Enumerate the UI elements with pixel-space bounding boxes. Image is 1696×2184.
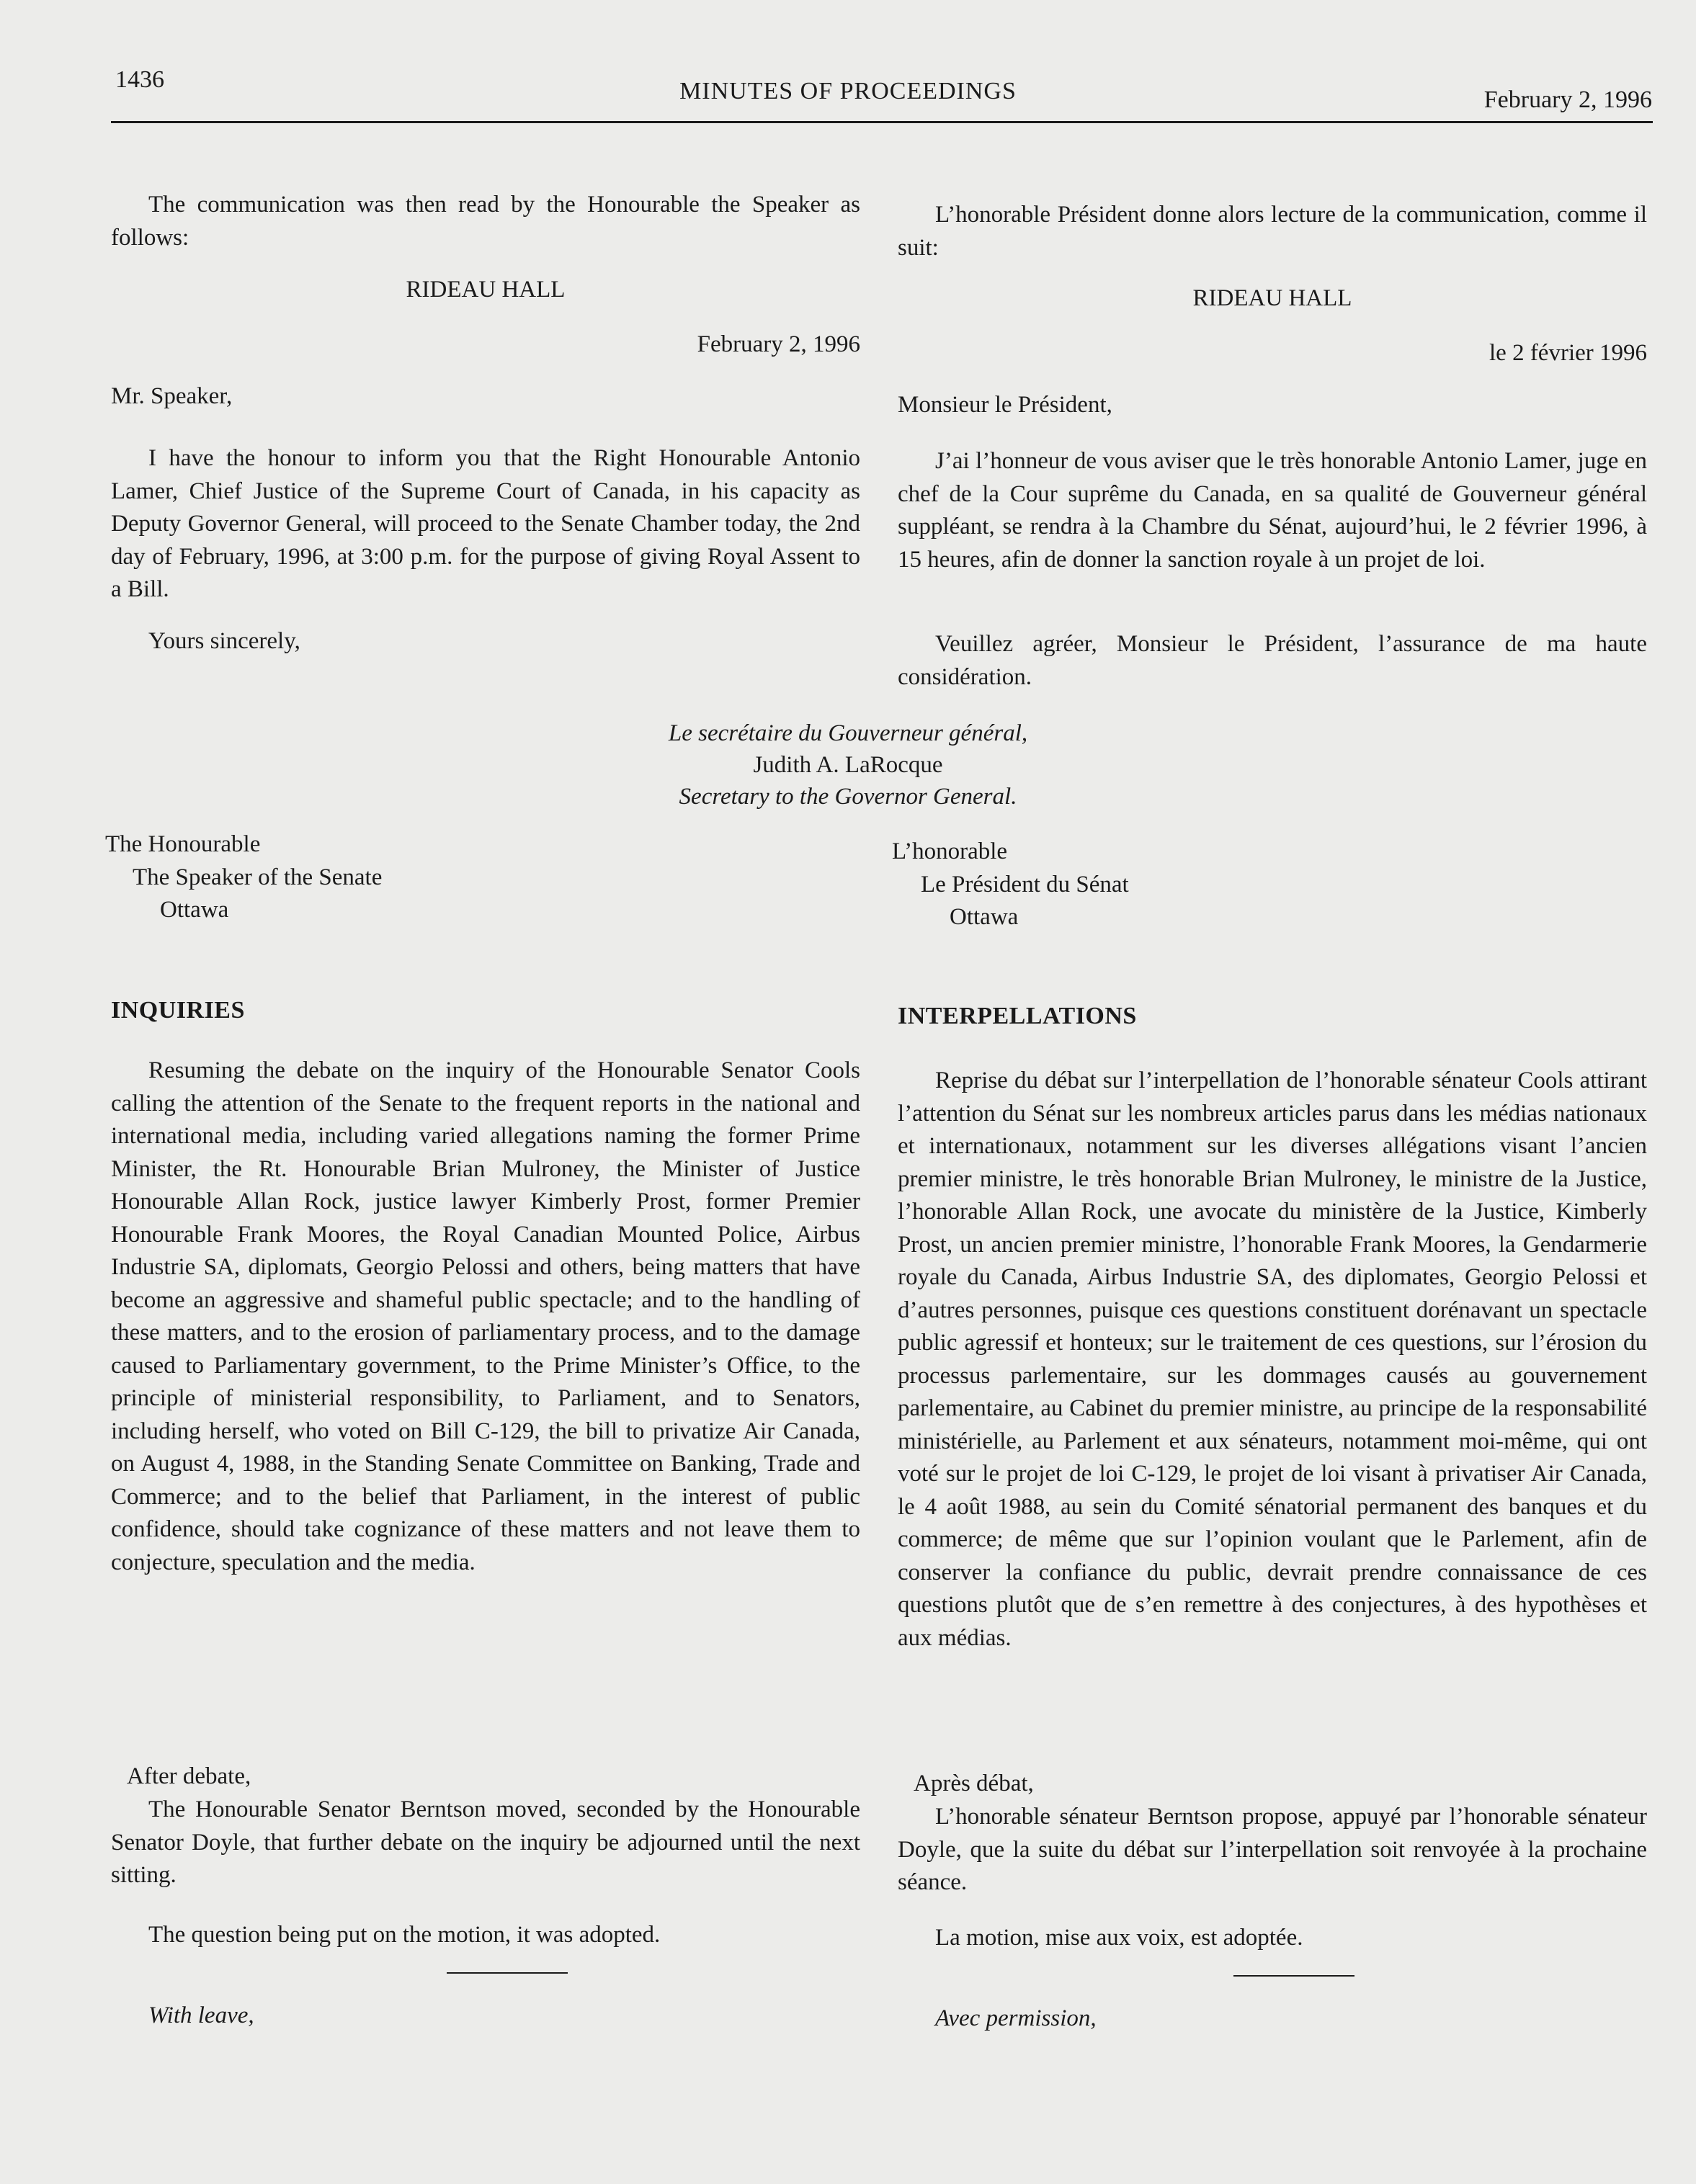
english-adopted: The question being put on the motion, it was adopted.	[148, 1922, 661, 1948]
french-inquiries-text: Reprise du débat sur l’interpellation de l’honorable sénateur Cools attirant l’attention du Sénat sur les nombreux articles parus dans les médias nationaux et internationaux, notamment sur les diverses allégations visant l’ancien premier ministre, le très honorable Brian Mulroney, le ministre de la Justice, l’honorable Allan Rock, une avocate du ministère de la Justice, Kimberly Prost, un ancien premier ministre, l’honorable Frank Moores, la Gendarmerie royale du Canada, Airbus Industrie SA, des diplomates, Georgio Pelossi et d’autres personnes, puisque ces questions constituent dorénavant un spectacle public agressif et honteux; sur le traitement de ces questions, sur l’érosion du processus parlementaire, sur les dommages causés au gouvernement parlementaire, au Cabinet du premier ministre, au principe de la responsabilité ministérielle, au Parlement et aux sénateurs, notamment moi-même, qui ont voté sur le projet de loi C-129, le projet de loi visant à privatiser Air Canada, le 4 août 1988, au sein du Comité sénatorial permanent des banques et du commerce; de même que sur l’opinion voulant que le Parlement, afin de conserver la confiance du public, devrait prendre connaissance de ces questions plutôt que de s’en remettre à des conjectures, à des hypothèses et aux médias.	[898, 1068, 1647, 1651]
signature-name: Judith A. LaRocque	[753, 752, 943, 778]
french-rideau-hall: RIDEAU HALL	[1192, 285, 1352, 311]
french-letter-date: le 2 février 1996	[1489, 340, 1647, 366]
french-with-leave: Avec permission,	[935, 2005, 1097, 2031]
english-after-debate: After debate,	[127, 1763, 251, 1789]
french-separator-rule	[1233, 1975, 1354, 1977]
english-inquiries-text: Resuming the debate on the inquiry of the Honourable Senator Cools calling the attention of the Senate to the frequent reports in the national and international media, including varied allegations naming the former Prime Minister, the Rt. Honourable Brian Mulroney, the Minister of Justice Honourable Allan Rock, justice lawyer Kimberly Prost, former Premier Honourable Frank Moores, the Royal Canadian Mounted Police, Airbus Industrie SA, diplomats, Georgio Pelossi and others, being matters that have become an aggressive and shameful public spectacle; and to the handling of these matters, and to the erosion of parliamentary process, and to the damage caused to Parliamentary government, to the Prime Minister’s Office, to the principle of ministerial responsibility, to Parliament, and to Senators, including herself, who voted on Bill C-129, the bill to privatize Air Canada, on August 4, 1988, in the Standing Senate Committee on Banking, Trade and Commerce; and to the belief that Parliament, in the interest of public confidence, should take cognizance of these matters and not leave them to conjecture, speculation and the media.	[111, 1057, 860, 1575]
english-letter-body: I have the honour to inform you that the Right Honourable Antonio Lamer, Chief Justice of the Supreme Court of Canada, in his capacity as Deputy Governor General, will proceed to the Senate Chamber today, the 2nd day of February, 1996, at 3:00 p.m. for the purpose of giving Royal Assent to a Bill.	[111, 445, 860, 602]
french-adopted: La motion, mise aux voix, est adoptée.	[935, 1925, 1303, 1951]
running-date: February 2, 1996	[1483, 86, 1652, 113]
french-letter-body: J’ai l’honneur de vous aviser que le très honorable Antonio Lamer, juge en chef de la Cour suprême du Canada, en sa qualité de Gouverneur général suppléant, se rendra à la Chambre du Sénat, aujourd’hui, le 2 février 1996, à 15 heures, afin de donner la sanction royale à un projet de loi.	[898, 448, 1647, 573]
english-rideau-hall: RIDEAU HALL	[406, 277, 566, 303]
english-with-leave: With leave,	[148, 2002, 254, 2028]
french-intro: L’honorable Président donne alors lecture de la communication, comme il suit:	[898, 202, 1647, 261]
english-motion: The Honourable Senator Berntson moved, seconded by the Honourable Senator Doyle, that further debate on the inquiry be adjourned until the next sitting.	[111, 1796, 860, 1888]
english-separator-rule	[447, 1972, 568, 1974]
english-letter-date: February 2, 1996	[697, 331, 860, 357]
french-address-line: Ottawa	[950, 904, 1019, 930]
english-intro: The communication was then read by the Honourable the Speaker as follows:	[111, 192, 860, 251]
english-closing: Yours sincerely,	[148, 628, 300, 654]
french-address	[892, 836, 1129, 934]
english-address-line: The Honourable	[105, 831, 261, 857]
english-address-line: The Speaker of the Senate	[133, 864, 383, 890]
english-salutation: Mr. Speaker,	[111, 383, 233, 409]
english-address-line: Ottawa	[160, 897, 229, 923]
french-closing: Veuillez agréer, Monsieur le Président, l’assurance de ma haute considération.	[898, 631, 1647, 690]
english-inquiries-heading: INQUIRIES	[111, 997, 245, 1024]
french-salutation: Monsieur le Président,	[898, 392, 1112, 418]
french-address-line: Le Président du Sénat	[921, 871, 1129, 898]
header-rule	[111, 121, 1653, 123]
running-title: MINUTES OF PROCEEDINGS	[679, 78, 1017, 104]
signature-title-en: Secretary to the Governor General.	[679, 784, 1017, 810]
french-address-line: L’honorable	[892, 838, 1008, 864]
english-intro-block	[111, 189, 860, 254]
signature-title-fr: Le secrétaire du Gouverneur général,	[668, 720, 1028, 746]
french-inquiries-heading: INTERPELLATIONS	[898, 1003, 1137, 1029]
french-motion: L’honorable sénateur Berntson propose, appuyé par l’honorable sénateur Doyle, que la suite du débat sur l’interpellation soit renvoyée à la prochaine séance.	[898, 1804, 1647, 1895]
page-number: 1436	[115, 66, 164, 93]
french-after-debate: Après débat,	[914, 1771, 1034, 1796]
english-address	[105, 828, 382, 927]
